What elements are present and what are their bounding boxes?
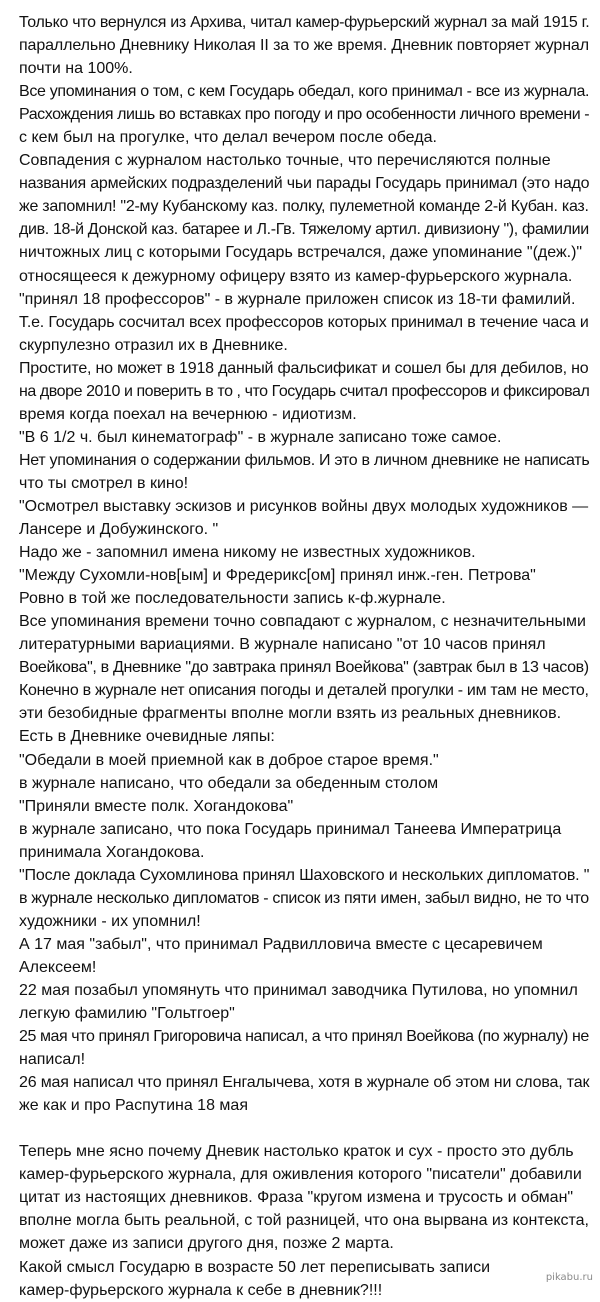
text-line: время когда поехал на вечернюю - идиотизм. <box>19 405 357 423</box>
text-line: Теперь мне ясно почему Дневик настолько краток и сух - просто это дубль <box>19 1143 574 1161</box>
text-line: художники - их упомнил! <box>19 912 201 930</box>
text-line: Какой смысл Государю в возрасте 50 лет переписывать записи <box>19 1258 491 1276</box>
watermark: pikabu.ru <box>545 1272 593 1283</box>
text-line: "Приняли вместе полк. Хогандокова" <box>19 797 294 815</box>
text-line: в журнале записано, что пока Государь принимал Танеева Императрица <box>19 820 562 838</box>
text-line: "Обедали в моей приемной как в доброе старое время." <box>19 751 439 769</box>
text-line: Простите, но может в 1918 данный фальсификат и сошел бы для дебилов, но <box>19 359 589 377</box>
text-line: 22 мая позабыл упомянуть что принимал заводчика Путилова, но упомнил <box>19 981 578 999</box>
text-line: Конечно в журнале нет описания погоды и деталей прогулки - им там не место, <box>19 682 589 700</box>
text-line: Расхождения лишь во вставках про погоду и про особенности личного времени - <box>19 106 590 124</box>
text-line: параллельно Дневнику Николая II за то же время. Дневник повторяет журнал <box>19 37 589 55</box>
text-line: 26 мая написал что принял Енгалычева, хотя в журнале об этом ни слова, так <box>19 1074 590 1092</box>
text-line: Все упоминания о том, с кем Государь обедал, кого принимал - все из журнала. <box>19 83 590 101</box>
text-line: ничтожных лиц с которыми Государь встречался, даже упоминание "(деж.)" <box>19 244 583 262</box>
text-line: Совпадения с журналом настолько точные, что перечисляются полные <box>19 152 551 170</box>
text-line: Т.е. Государь сосчитал всех профессоров которых принимал в течение часа и <box>19 313 589 331</box>
text-line: же как и про Распутина 18 мая <box>19 1097 248 1115</box>
text-line: почти на 100%. <box>19 60 133 78</box>
text-line: "принял 18 профессоров" - в журнале приложен список из 18-ти фамилий. <box>19 290 576 308</box>
text-line: может даже из записи другого дня, позже 2 марта. <box>19 1235 394 1253</box>
text-line: скурпулезно отразил их в Дневнике. <box>19 336 288 354</box>
text-line: "Между Сухомли-нов[ым] и Фредерикс[ом] принял инж.-ген. Петрова" <box>19 567 536 585</box>
text-line: камер-фурьерского журнала к себе в дневник?!!! <box>19 1281 383 1299</box>
text-line: Ровно в той же последовательности запись к-ф.журнале. <box>19 590 446 608</box>
post-text <box>19 11 589 1302</box>
text-line: цитат из настоящих дневников. Фраза "кругом измена и трусость и обман" <box>19 1189 574 1207</box>
text-line: "В 6 1/2 ч. был кинематограф" - в журнале записано тоже самое. <box>19 428 502 446</box>
text-line: в журнале написано, что обедали за обеденным столом <box>19 774 439 792</box>
text-line: в журнале несколько дипломатов - список из пяти имен, забыл видно, не то что <box>19 889 589 907</box>
text-line: Есть в Дневнике очевидные ляпы: <box>19 728 275 746</box>
text-line: Нет упоминания о содержании фильмов. И это в личном дневнике не написать <box>19 451 590 469</box>
text-line: на дворе 2010 и поверить в то , что Государь считал профессоров и фиксировал <box>19 382 590 400</box>
text-line: же запомнил! "2-му Кубанскому каз. полку, пулеметной команде 2-й Кубан. каз. <box>19 198 589 216</box>
blank-line <box>19 1117 589 1140</box>
text-line: Только что вернулся из Архива, читал камер-фурьерский журнал за май 1915 г. <box>19 14 590 31</box>
text-line: относящееся к дежурному офицеру взято из камер-фурьерского журнала. <box>19 267 573 285</box>
text-line: А 17 мая "забыл", что принимал Радвилловича вместе с цесаревичем <box>19 935 543 953</box>
text-line: принимала Хогандокова. <box>19 843 205 861</box>
text-line: эти безобидные фрагменты вполне могли взять из реальных дневников. <box>19 705 562 723</box>
text-line: названия армейских подразделений чьи парады Государь принимал (это надо <box>19 175 590 193</box>
text-line: с кем был на прогулке, что делал вечером после обеда. <box>19 129 437 147</box>
text-line: написал! <box>19 1051 86 1069</box>
text-line: 25 мая что принял Григоровича написал, а что принял Воейкова (по журналу) не <box>19 1028 589 1046</box>
text-line: Воейкова", в Дневнике "до завтрака принял Воейкова" (завтрак был в 13 часов) <box>19 659 589 677</box>
text-line: "После доклада Сухомлинова принял Шаховского и нескольких дипломатов. " <box>19 866 590 884</box>
text-line: див. 18-й Донской каз. батарее и Л.-Гв. Тяжелому артил. дивизиону "), фамилии <box>19 221 589 239</box>
text-line: Лансере и Добужинского. " <box>19 521 219 539</box>
text-line: легкую фамилию "Гольтгоер" <box>19 1005 235 1023</box>
text-line: "Осмотрел выставку эскизов и рисунков войны двух молодых художников — <box>19 497 589 515</box>
text-line: Все упоминания времени точно совпадают с журналом, с незначительными <box>19 613 586 631</box>
text-line: что ты смотрел в кино! <box>19 474 189 492</box>
text-line: литературными вариациями. В журнале написано "от 10 часов принял <box>19 636 546 654</box>
text-line: вполне могла быть реальной, с той разницей, что она вырвана из контекста, <box>19 1212 589 1230</box>
text-line: Алексеем! <box>19 958 97 976</box>
text-line: Надо же - запомнил имена никому не известных художников. <box>19 544 476 562</box>
text-line: камер-фурьерского журнала, для оживления которого "писатели" добавили <box>19 1166 582 1184</box>
